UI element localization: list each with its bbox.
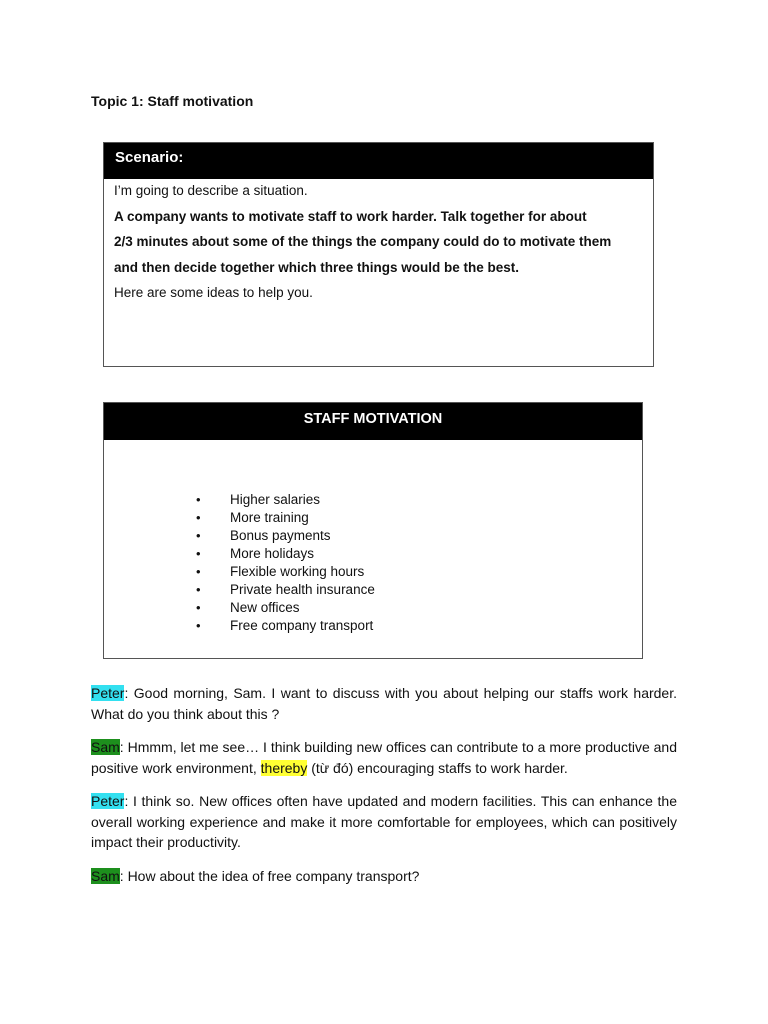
speaker-peter: Peter bbox=[91, 685, 125, 701]
list-item bbox=[196, 527, 375, 545]
dialogue-text: : Good morning, Sam. I want to discuss with you about helping our staffs work harder. What do you think about this ? bbox=[91, 685, 677, 722]
topic-title: Topic 1: Staff motivation bbox=[91, 93, 254, 109]
list-item bbox=[196, 509, 375, 527]
staff-motivation-box bbox=[103, 402, 643, 659]
dialogue-text: (từ đó) encouraging staffs to work harder. bbox=[307, 759, 568, 776]
bullet-icon: • bbox=[196, 582, 201, 597]
list-item bbox=[196, 491, 375, 509]
speaker-sam: Sam bbox=[91, 739, 120, 755]
list-item-label: More holidays bbox=[230, 546, 315, 561]
scenario-intro-line: I’m going to describe a situation. bbox=[114, 183, 308, 198]
dialogue bbox=[91, 683, 677, 899]
bullet-icon: • bbox=[196, 618, 201, 633]
speaker-peter: Peter bbox=[91, 793, 125, 809]
list-item bbox=[196, 599, 375, 617]
dialogue-text: : I think so. New offices often have updated and modern facilities. This can enhance the overall working experience and make it more comfortable for employees, which can positively impact their productivity. bbox=[91, 793, 677, 850]
dialogue-paragraph-peter-2 bbox=[91, 791, 677, 853]
highlighted-keyword: thereby bbox=[260, 759, 308, 776]
list-item-label: Higher salaries bbox=[230, 492, 321, 507]
scenario-box bbox=[103, 142, 654, 367]
scenario-task-line-1: A company wants to motivate staff to work harder. Talk together for about bbox=[114, 208, 587, 224]
list-item bbox=[196, 617, 375, 635]
bullet-icon: • bbox=[196, 528, 201, 543]
scenario-task-line-2: 2/3 minutes about some of the things the company could do to motivate them bbox=[114, 234, 612, 249]
ideas-list bbox=[196, 491, 375, 635]
dialogue-text: : Hmmm, let me see… I think building new offices can contribute to a more productive and positive work environment, bbox=[91, 739, 677, 776]
speaker-sam: Sam bbox=[91, 867, 120, 884]
list-item bbox=[196, 581, 375, 599]
scenario-task-line-3: and then decide together which three things would be the best. bbox=[114, 259, 520, 275]
list-item-label: Flexible working hours bbox=[230, 564, 365, 579]
scenario-body bbox=[104, 179, 653, 309]
list-item-label: Bonus payments bbox=[230, 528, 331, 543]
list-item-label: New offices bbox=[230, 600, 300, 615]
scenario-help-line: Here are some ideas to help you. bbox=[114, 285, 313, 300]
list-item-label: More training bbox=[230, 510, 309, 525]
list-item bbox=[196, 563, 375, 581]
dialogue-paragraph-peter-1 bbox=[91, 683, 677, 724]
list-item bbox=[196, 545, 375, 563]
scenario-header: Scenario: bbox=[104, 143, 653, 179]
dialogue-paragraph-sam-1 bbox=[91, 737, 677, 778]
dialogue-text: : How about the idea of free company transport? bbox=[119, 867, 420, 884]
list-item-label: Private health insurance bbox=[230, 582, 375, 597]
bullet-icon: • bbox=[196, 546, 201, 561]
dialogue-paragraph-sam-2 bbox=[91, 866, 677, 887]
bullet-icon: • bbox=[196, 510, 201, 525]
staff-motivation-header: STAFF MOTIVATION bbox=[104, 403, 642, 440]
list-item-label: Free company transport bbox=[230, 618, 374, 633]
bullet-icon: • bbox=[196, 492, 201, 507]
bullet-icon: • bbox=[196, 600, 201, 615]
bullet-icon: • bbox=[196, 564, 201, 579]
